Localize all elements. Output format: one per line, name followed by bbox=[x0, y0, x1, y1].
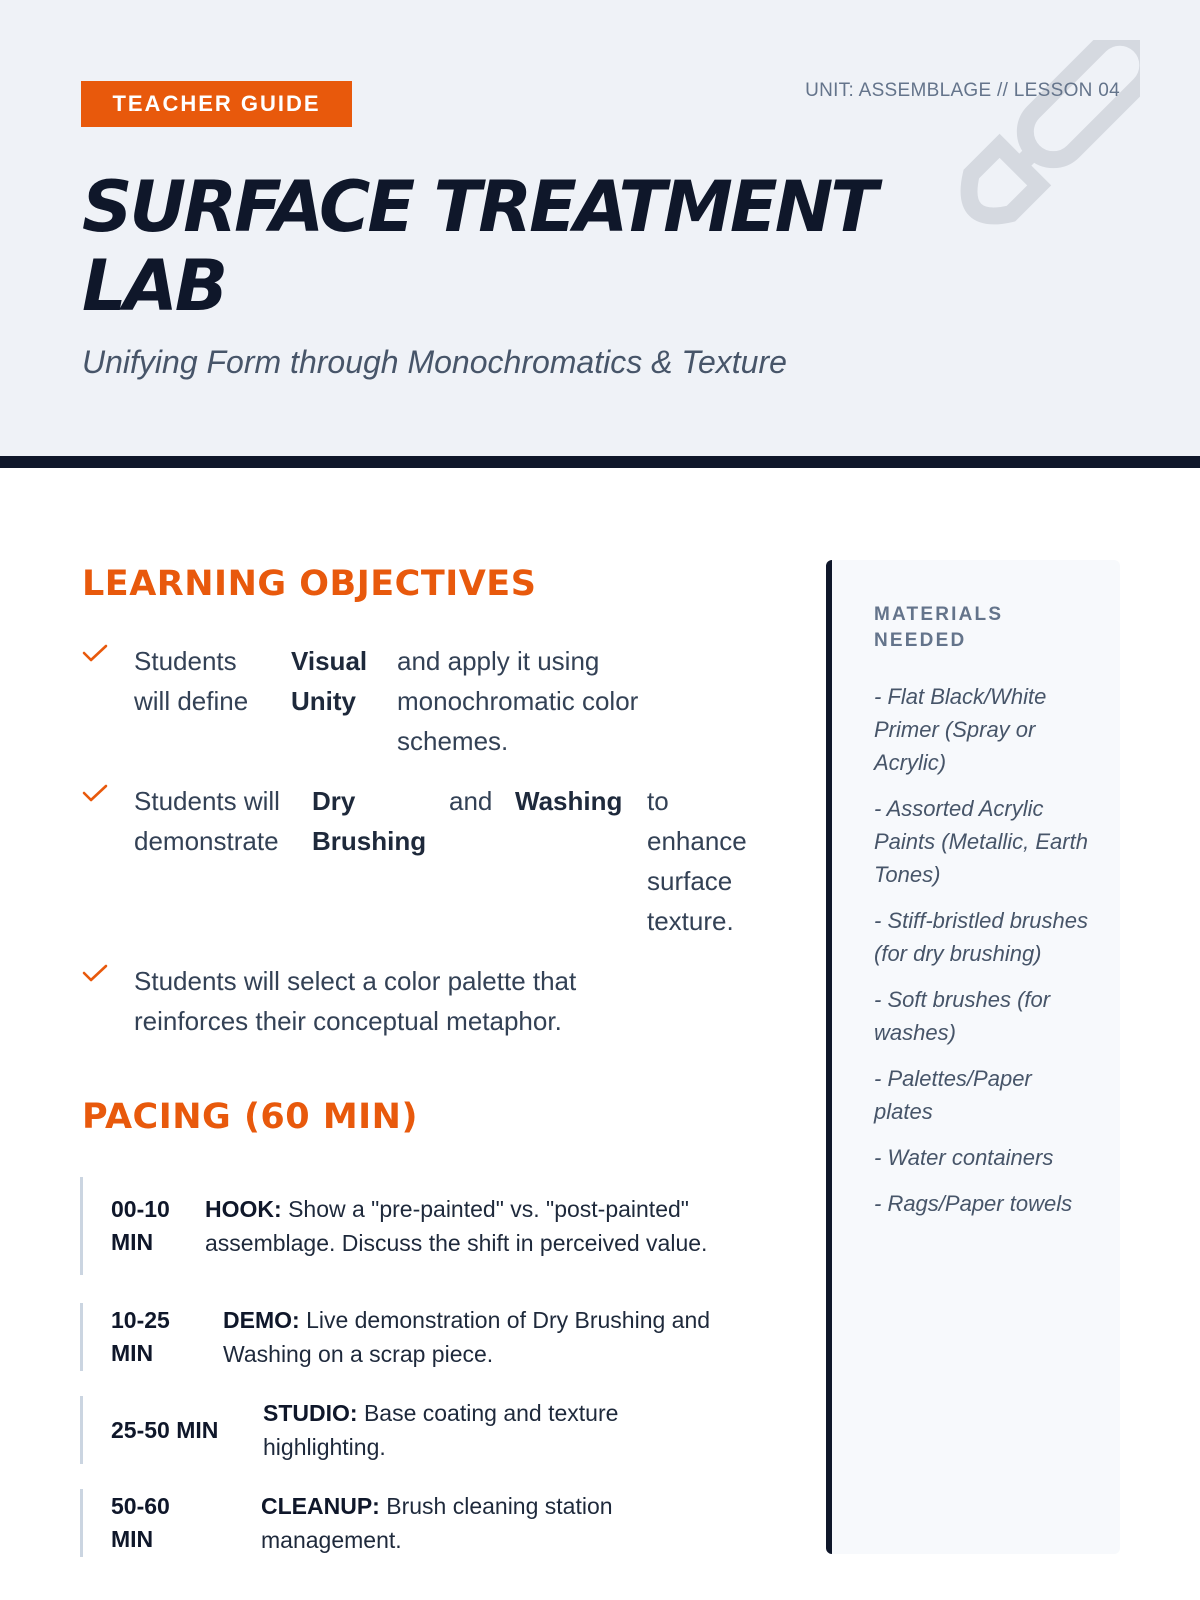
objective-item bbox=[82, 781, 772, 941]
material-item: - Rags/Paper towels bbox=[874, 1191, 1073, 1216]
pacing-label: STUDIO: bbox=[263, 1400, 358, 1426]
objective-text bbox=[134, 961, 654, 1041]
materials-heading: MATERIALS NEEDED bbox=[874, 604, 1004, 651]
header-banner bbox=[0, 0, 1200, 468]
material-item: - Stiff-bristled brushes (for dry brushing) bbox=[874, 908, 1088, 966]
objective-text bbox=[134, 781, 755, 941]
check-icon bbox=[82, 641, 134, 761]
page-title bbox=[82, 168, 1122, 326]
title-line-2: LAB bbox=[82, 245, 226, 327]
materials-list bbox=[874, 680, 1090, 1220]
objective-item bbox=[82, 641, 772, 761]
objective-text-part: Students will demonstrate bbox=[134, 786, 280, 856]
pacing-description bbox=[223, 1303, 760, 1371]
pacing-row bbox=[80, 1303, 760, 1371]
material-item: - Soft brushes (for washes) bbox=[874, 987, 1051, 1045]
objective-keyword: Washing bbox=[515, 786, 623, 816]
pacing-heading: PACING (60 MIN) bbox=[82, 1097, 418, 1137]
pacing-description bbox=[261, 1489, 661, 1557]
objective-text-part: Students will define bbox=[134, 646, 249, 716]
pacing-time: 25-50 MIN bbox=[111, 1416, 219, 1443]
check-icon bbox=[82, 961, 134, 1041]
objective-text-part: and bbox=[449, 786, 493, 816]
pacing-label: CLEANUP: bbox=[261, 1493, 380, 1519]
check-icon bbox=[82, 781, 134, 941]
pacing-detail: Base coating and texture highlighting. bbox=[263, 1400, 619, 1460]
pacing-description bbox=[205, 1192, 760, 1260]
objectives-heading: LEARNING OBJECTIVES bbox=[82, 564, 537, 604]
pacing-time: 00-10 MIN bbox=[111, 1196, 170, 1255]
objective-text-part: Students will select a color palette that reinforces their conceptual metaphor. bbox=[134, 966, 577, 1036]
pacing-time: 10-25 MIN bbox=[111, 1307, 170, 1366]
teacher-guide-badge: TEACHER GUIDE bbox=[81, 81, 352, 127]
pacing-row bbox=[80, 1396, 760, 1464]
material-item: - Water containers bbox=[874, 1145, 1054, 1170]
pacing-detail: Live demonstration of Dry Brushing and Washing on a scrap piece. bbox=[223, 1307, 711, 1367]
pacing-description bbox=[263, 1396, 663, 1464]
title-line-1: SURFACE TREATMENT bbox=[82, 166, 876, 248]
material-item: - Flat Black/White Primer (Spray or Acrylic) bbox=[874, 684, 1047, 775]
pacing-time: 50-60 MIN bbox=[111, 1493, 170, 1552]
unit-lesson-label: UNIT: ASSEMBLAGE // LESSON 04 bbox=[805, 80, 1120, 101]
objective-text-part: to enhance surface texture. bbox=[647, 786, 747, 936]
objective-text-part: and apply it using monochromatic color schemes. bbox=[397, 646, 639, 756]
objective-text bbox=[134, 641, 697, 761]
pacing-row bbox=[80, 1489, 760, 1557]
objective-keyword: Dry Brushing bbox=[312, 786, 427, 856]
material-item: - Assorted Acrylic Paints (Metallic, Earth Tones) bbox=[874, 796, 1088, 887]
objective-item bbox=[82, 961, 772, 1041]
pacing-label: HOOK: bbox=[205, 1196, 282, 1222]
page-subtitle: Unifying Form through Monochromatics & Texture bbox=[82, 344, 787, 380]
pacing-label: DEMO: bbox=[223, 1307, 300, 1333]
objective-keyword: Visual Unity bbox=[291, 646, 368, 716]
materials-sidebar bbox=[826, 560, 1120, 1554]
material-item: - Palettes/Paper plates bbox=[874, 1066, 1032, 1124]
pacing-row bbox=[80, 1177, 760, 1275]
pacing-detail: Show a "pre-painted" vs. "post-painted" assemblage. Discuss the shift in perceived value. bbox=[205, 1196, 708, 1256]
pacing-detail: Brush cleaning station management. bbox=[261, 1493, 613, 1553]
